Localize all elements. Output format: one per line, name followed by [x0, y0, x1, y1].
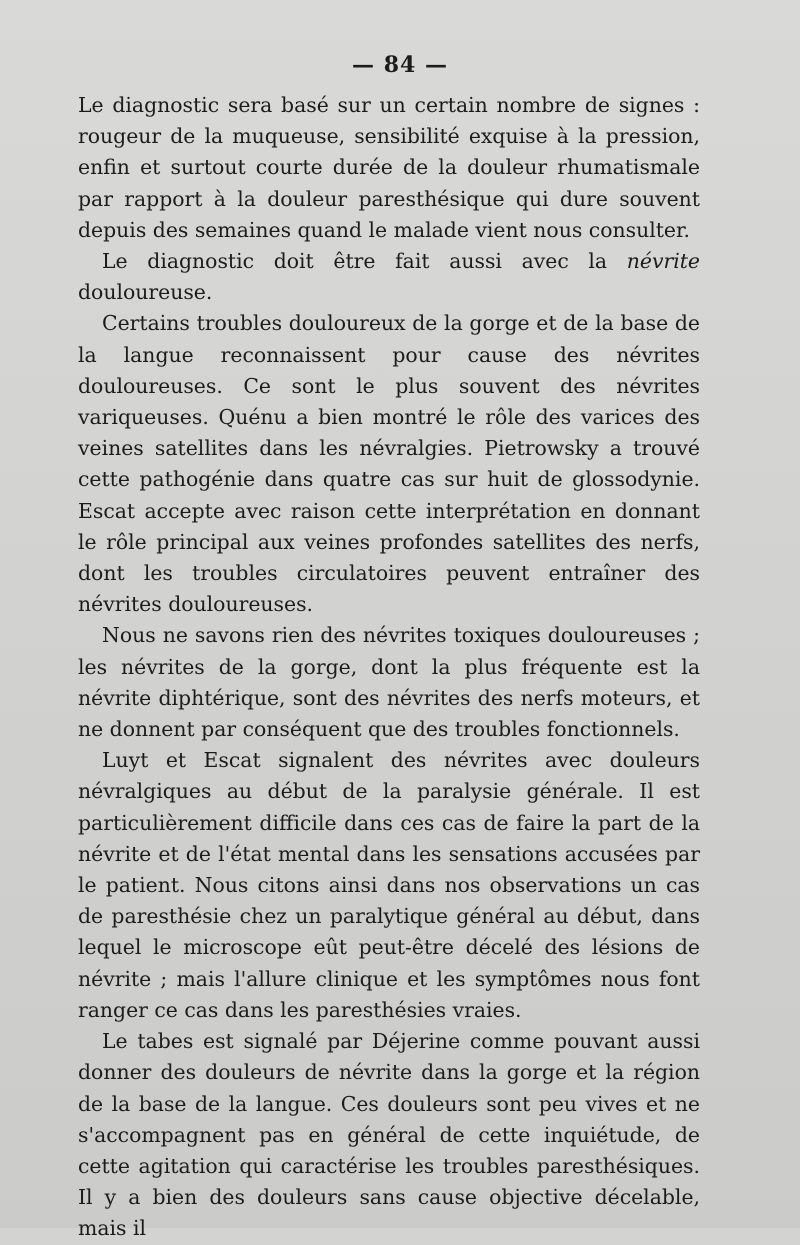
paragraph-6: Le tabes est signalé par Déjerine comme pouvant aussi donner des douleurs de névrite dans la gorge et la région de la base de la langue. Ces douleurs sont peu vives et ne s'accompagnent pas en général de cette inquiétude, de cette agitation qui caractérise les troubles paresthésiques. Il y a bien des douleurs sans cause objective décelable, mais il	[78, 1029, 700, 1241]
paragraph-2-after: douloureuse.	[78, 280, 213, 305]
paragraph-5: Luyt et Escat signalent des névrites avec douleurs névralgiques au début de la paralysie générale. Il est particulièrement difficile dans ces cas de faire la part de la névrite et de l'état mental dans les sensations accusées par le patient. Nous citons ainsi dans nos observations un cas de paresthésie chez un paralytique général au début, dans lequel le microscope eût peut-être décelé des lésions de névrite ; mais l'allure clinique et les symptômes nous font ranger ce cas dans les paresthésies vraies.	[78, 748, 700, 1022]
paragraph-2	[78, 246, 700, 308]
paragraph-2-italic-term: névrite	[626, 249, 700, 274]
paragraph-2-before: Le diagnostic doit être fait aussi avec la	[102, 249, 627, 274]
page-number: — 84 —	[352, 52, 448, 78]
paragraph-3: Certains troubles douloureux de la gorge et de la base de la langue reconnaissent pour cause des névrites douloureuses. Ce sont le plus souvent des névrites variqueuses. Quénu a bien montré le rôle des varices des veines satellites dans les névralgies. Pietrowsky a trouvé cette pathogénie dans quatre cas sur huit de glossodynie. Escat accepte avec raison cette interprétation en donnant le rôle principal aux veines profondes satellites des nerfs, dont les troubles circulatoires peuvent entraîner des névrites douloureuses.	[78, 311, 700, 617]
page-body	[78, 90, 700, 1245]
paragraph-1: Le diagnostic sera basé sur un certain nombre de signes : rougeur de la muqueuse, sensibilité exquise à la pression, enfin et surtout courte durée de la douleur rhumatismale par rapport à la douleur paresthésique qui dure souvent depuis des semaines quand le malade vient nous consulter.	[78, 93, 700, 242]
paragraph-4: Nous ne savons rien des névrites toxiques douloureuses ; les névrites de la gorge, dont la plus fréquente est la névrite diphtérique, sont des névrites des nerfs moteurs, et ne donnent par conséquent que des troubles fonctionnels.	[78, 623, 700, 742]
